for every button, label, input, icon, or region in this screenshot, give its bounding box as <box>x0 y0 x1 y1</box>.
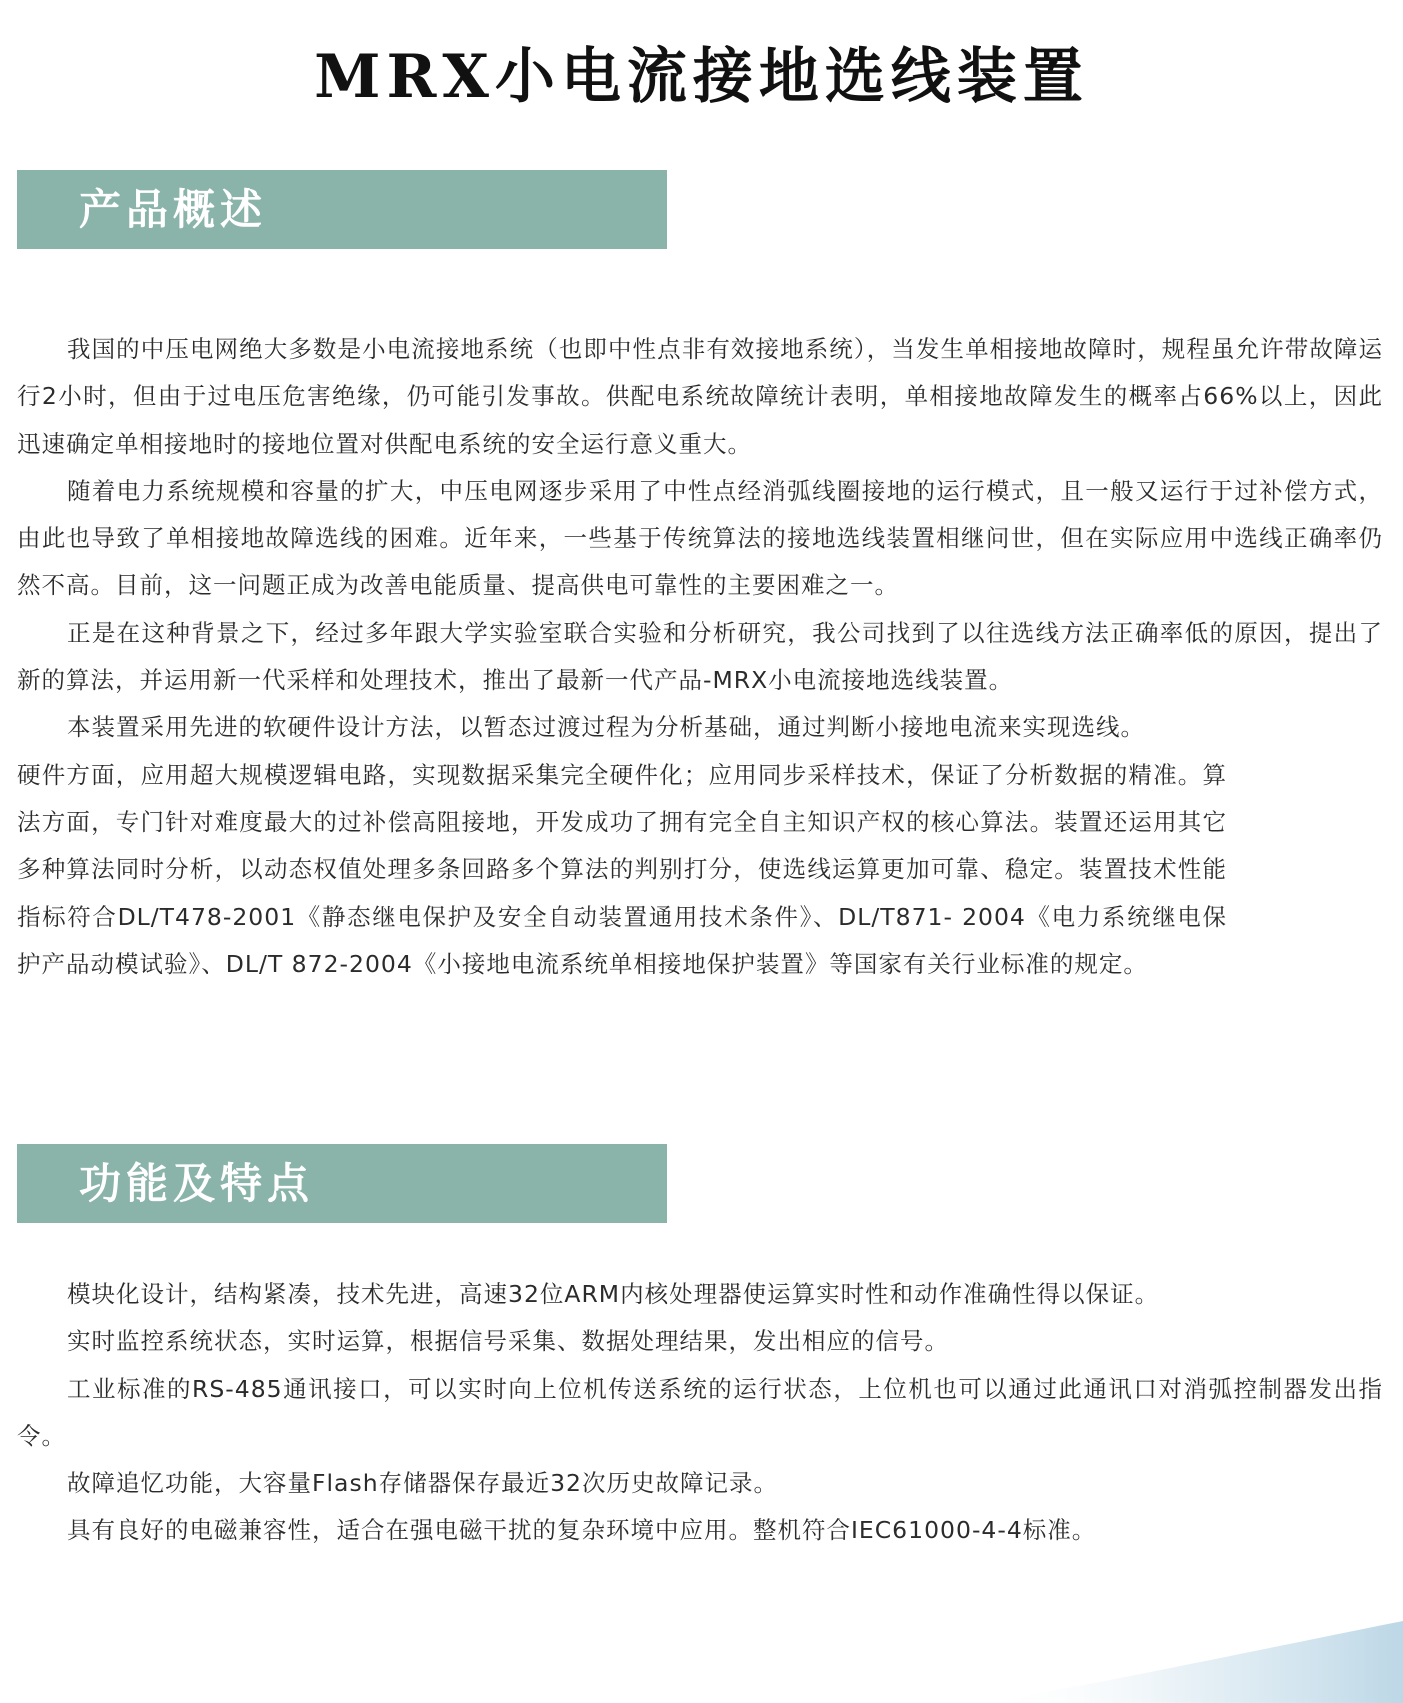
feature-item: 故障追忆功能，大容量Flash存储器保存最近32次历史故障记录。 <box>67 1469 778 1498</box>
feature-item: 工业标准的RS-485通讯接口，可以实时向上位机传送系统的运行状态，上位机也可以通过此通讯口对消弧控制器发出指令。 <box>17 1374 1383 1450</box>
section-header-overview <box>17 170 667 249</box>
overview-body <box>17 326 1383 988</box>
decorative-wave <box>983 1613 1403 1703</box>
feature-item: 模块化设计，结构紧凑，技术先进，高速32位ARM内核处理器使运算实时性和动作准确性得以保证。 <box>67 1280 1160 1308</box>
feature-item: 具有良好的电磁兼容性，适合在强电磁干扰的复杂环境中应用。整机符合IEC61000-4-4标准。 <box>67 1516 1097 1545</box>
overview-paragraph: 本装置采用先进的软硬件设计方法，以暂态过渡过程为分析基础，通过判断小接地电流来实现选线。 <box>67 713 1145 742</box>
overview-paragraph: 正是在这种背景之下，经过多年跟大学实验室联合实验和分析研究，我公司找到了以往选线方法正确率低的原因，提出了新的算法，并运用新一代采样和处理技术，推出了最新一代产品-MRX小电流接地选线装置。 <box>17 618 1383 695</box>
overview-paragraph: 我国的中压电网绝大多数是小电流接地系统（也即中性点非有效接地系统），当发生单相接地故障时，规程虽允许带故障运行2小时，但由于过电压危害绝缘，仍可能引发事故。供配电系统故障统计表明，单相接地故障发生的概率占66%以上，因此迅速确定单相接地时的接地位置对供配电系统的安全运行意义重大。 <box>17 335 1383 458</box>
section-header-features <box>17 1144 667 1223</box>
features-body <box>17 1271 1383 1555</box>
feature-item: 实时监控系统状态，实时运算，根据信号采集、数据处理结果，发出相应的信号。 <box>67 1327 949 1356</box>
overview-paragraph: 硬件方面，应用超大规模逻辑电路，实现数据采集完全硬件化；应用同步采样技术，保证了分析数据的精准。算法方面，专门针对难度最大的过补偿高阻接地，开发成功了拥有完全自主知识产权的核心算法。装置还运用其它多种算法同时分析，以动态权值处理多条回路多个算法的判别打分，使选线运算更加可靠、稳定。装置技术性能指标符合DL/T478-2001《静态继电保护及安全自动装置通用技术条件》、DL/T871- 2004《电力系统继电保护产品动模试验》、DL/T 872-2004《小接地电流系统单相接地保护装置》等国家有关行业标准的规定。 <box>17 760 1227 978</box>
section-title-overview: 产品概述 <box>79 185 268 234</box>
overview-paragraph: 随着电力系统规模和容量的扩大，中压电网逐步采用了中性点经消弧线圈接地的运行模式，且一般又运行于过补偿方式，由此也导致了单相接地故障选线的困难。近年来，一些基于传统算法的接地选线装置相继问世，但在实际应用中选线正确率仍然不高。目前，这一问题正成为改善电能质量、提高供电可靠性的主要困难之一。 <box>17 476 1383 600</box>
section-title-features: 功能及特点 <box>79 1159 315 1208</box>
page-title: MRX小电流接地选线装置 <box>314 42 1089 112</box>
